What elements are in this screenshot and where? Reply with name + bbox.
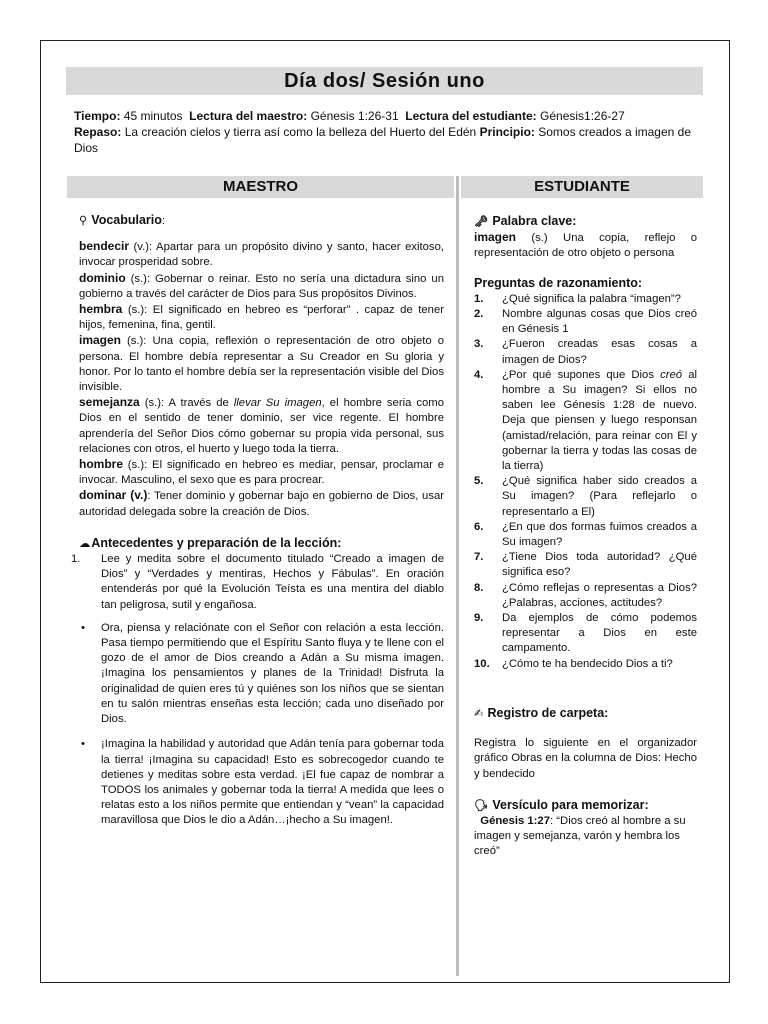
question-number: 10. bbox=[474, 657, 490, 670]
estudiante-column bbox=[474, 214, 697, 860]
question-text: Da ejemplos de cómo podemos representar a Dios en este campamento. bbox=[502, 612, 697, 655]
question-text-italic: creó bbox=[660, 368, 683, 381]
registro-heading bbox=[474, 706, 697, 722]
question-item bbox=[474, 292, 697, 307]
antecedentes-list bbox=[71, 552, 444, 613]
vocab-entry bbox=[79, 271, 444, 302]
registro-title: Registro de carpeta: bbox=[487, 705, 609, 720]
antecedentes-heading bbox=[79, 536, 444, 552]
vocab-entry bbox=[79, 488, 444, 519]
question-number: 1. bbox=[474, 292, 484, 305]
vocab-entry bbox=[79, 395, 444, 457]
registro-text: Registra lo siguiente en el organizador gráfico Obras en la columna de Dios: Hecho y bendecido bbox=[474, 737, 697, 780]
versiculo-title: Versículo para memorizar: bbox=[492, 797, 649, 812]
bullet-text: ¡Imagina la habilidad y autoridad que Adán tenía para gobernar toda la tierra! ¡Imagina su capacidad! Esto es sobrecogedor cuando te detienes y meditas sobre esta verdad. ¡El fue capaz de nombrar a TODOS los animales y gobernar toda la tierra! A medida que lees o relatas esto a los niños permite que entiendan y “vean” la capacidad maravillosa que Dios le dio a Adán…¡hecho a Su imagen!. bbox=[101, 738, 444, 827]
repaso-label: Repaso: bbox=[74, 125, 122, 139]
vocab-colon: : bbox=[161, 215, 166, 227]
versiculo-ref: Génesis 1:27 bbox=[480, 814, 550, 827]
question-number: 3. bbox=[474, 338, 484, 351]
list-number: 1. bbox=[71, 553, 81, 566]
vocab-pos: (s.): bbox=[123, 459, 153, 472]
vocab-pos: (v.): bbox=[129, 241, 157, 254]
vocab-entry bbox=[79, 239, 444, 270]
question-item bbox=[474, 657, 697, 672]
palabra-clave-heading bbox=[474, 214, 697, 230]
vocab-entry bbox=[79, 457, 444, 488]
question-item bbox=[474, 368, 697, 474]
vocab-pos: (s.): bbox=[122, 304, 153, 317]
bullet-text: Ora, piensa y relaciónate con el Señor con relación a esta lección. Pasa tiempo permitiendo que el Espíritu Santo fluya y te llene con el gozo de el amor de Dios creando a Adán a Su misma imagen. ¡Imagina los pensamientos y planes de la Trinidad! Disfruta la originalidad de quien eres tú y quiénes son los niños que se sientan en tu salón mientras enseñas esta lección; cada uno diseñado por Dios. bbox=[101, 621, 444, 726]
column-divider bbox=[456, 176, 459, 976]
palabra-clave-definition bbox=[474, 230, 697, 261]
question-number: 4. bbox=[474, 368, 484, 381]
vocab-term: dominar (v.) bbox=[79, 488, 148, 503]
principio-value: Somos creados a imagen de Dios bbox=[74, 125, 692, 155]
question-item bbox=[474, 611, 697, 657]
vocab-term: imagen bbox=[79, 333, 122, 348]
vocab-definition: Tener dominio y gobernar bajo en gobierno de Dios, usar autoridad delegada sobre la creación de Dios. bbox=[79, 490, 445, 518]
vocab-definition: Apartar para un propósito divino y santo, hacer exitoso, invocar prosperidad sobre. bbox=[79, 241, 445, 269]
bullet-item bbox=[79, 621, 444, 727]
speaking-head-icon: 🗣 bbox=[474, 799, 489, 812]
vocab-term: hembra bbox=[79, 302, 123, 317]
question-text: ¿Cómo te ha bendecido Dios a ti? bbox=[502, 657, 673, 670]
key-icon: 🗝 bbox=[474, 216, 489, 228]
vocab-definition-italic: llevar Su imagen bbox=[233, 397, 322, 410]
vocab-entry bbox=[79, 333, 444, 395]
scroll-icon: ☁ bbox=[79, 537, 91, 550]
lectura-maestro-label: Lectura del maestro: bbox=[189, 109, 308, 123]
question-number: 8. bbox=[474, 581, 484, 594]
clave-definition: Una copia, reflejo o representación de otro objeto o persona bbox=[474, 232, 697, 260]
column-header-estudiante: ESTUDIANTE bbox=[461, 176, 703, 198]
column-header-maestro: MAESTRO bbox=[67, 176, 454, 198]
vocab-definition: El significado en hebreo es “perforar” . capaz de tener hijos, femenina, fina, gentil. bbox=[79, 304, 444, 332]
question-text: ¿Cómo reflejas o representas a Dios? ¿Palabras, acciones, actitudes? bbox=[502, 581, 697, 609]
preguntas-title: Preguntas de razonamiento: bbox=[474, 275, 643, 290]
writing-hand-icon: ✍ bbox=[474, 707, 484, 720]
lectura-maestro-value: Génesis 1:26-31 bbox=[310, 109, 399, 123]
question-item bbox=[474, 307, 697, 337]
vocab-term: dominio bbox=[79, 270, 126, 285]
bullet-dot: • bbox=[81, 738, 85, 751]
vocab-definition-pre: A través de bbox=[168, 397, 234, 410]
vocab-pos: (s.): bbox=[139, 397, 169, 410]
principio-label: Principio: bbox=[479, 125, 535, 139]
question-item bbox=[474, 337, 697, 367]
vocab-definition: El significado en hebreo es mediar, pensar, proclamar e invocar. Masculino, el sexo que es para procrear. bbox=[79, 459, 444, 487]
question-text: Nombre algunas cosas que Dios creó en Génesis 1 bbox=[502, 308, 697, 336]
tiempo-value: 45 minutos bbox=[123, 109, 183, 123]
palabra-clave-title: Palabra clave: bbox=[492, 214, 577, 228]
vocab-pos: : bbox=[147, 490, 154, 503]
question-text: ¿Tiene Dios toda autoridad? ¿Qué significa eso? bbox=[502, 551, 697, 579]
antecedentes-bullets bbox=[79, 621, 444, 829]
preguntas-list bbox=[474, 292, 697, 672]
lesson-meta bbox=[74, 108, 699, 156]
key-icon: ⚲ bbox=[79, 215, 88, 227]
vocab-pos: (s.): bbox=[125, 272, 156, 285]
bullet-item bbox=[79, 737, 444, 828]
question-text-pre: ¿Por qué supones que Dios bbox=[502, 368, 661, 381]
clave-pos: (s.) bbox=[516, 232, 564, 245]
lectura-estudiante-label: Lectura del estudiante: bbox=[405, 109, 537, 123]
vocab-term: hombre bbox=[79, 457, 124, 472]
list-item bbox=[71, 552, 444, 613]
list-text: Lee y medita sobre el documento titulado “Creado a imagen de Dios” y “Verdades y mentiras, Hechos y Fábulas”. En oración entenderás por qué la Evolución Teísta es una mentira del diablo tan peligrosa, sutil y engañosa. bbox=[101, 553, 444, 611]
question-number: 9. bbox=[474, 612, 484, 625]
vocab-term: semejanza bbox=[79, 395, 140, 410]
question-text-post: al hombre a Su imagen? Si ellos no saben lee Génesis 1:28 de nuevo. Deja que piensen y luego responsan (amistad/relación, para reinar con El y gobernar la tierra y todas las cosas de la tierra) bbox=[502, 368, 697, 473]
vocab-term: bendecir bbox=[79, 239, 130, 254]
question-number: 5. bbox=[474, 475, 484, 488]
versiculo-heading bbox=[474, 798, 697, 814]
versiculo-text-block bbox=[474, 814, 697, 860]
vocab-definition: Una copia, reflexión o representación de otro objeto o persona. El hombre debía representar a Su Creador en Su gloria y honor. Por lo tanto el hombre debía ser la representación visible del Dios invisible. bbox=[79, 335, 444, 394]
versiculo-text: : “Dios creó al hombre a su imagen y semejanza, varón y hembra los creó” bbox=[474, 814, 686, 858]
question-number: 6. bbox=[474, 520, 484, 533]
question-item bbox=[474, 550, 697, 580]
vocab-heading bbox=[79, 213, 444, 229]
question-item bbox=[474, 474, 697, 520]
preguntas-heading bbox=[474, 276, 697, 292]
vocab-definition: Gobernar o reinar. Esto no sería una dictadura sino un gobierno a través del carácter de Dios para Sus propósitos Divinos. bbox=[79, 272, 444, 300]
question-item bbox=[474, 520, 697, 550]
question-item bbox=[474, 581, 697, 611]
vocab-entry bbox=[79, 302, 444, 333]
clave-term: imagen bbox=[474, 230, 517, 245]
vocab-definition-post: , el hombre seria como Dios en el sentido de tener dominio, ser vice regente. El hombre aprendería del Señor Dios cómo gobernar su propia vida personal, sus relaciones con otros, el huerto y luego toda la tierra. bbox=[79, 397, 444, 455]
vocab-pos: (s.): bbox=[121, 335, 153, 348]
vocab-title: Vocabulario bbox=[91, 213, 162, 227]
lectura-estudiante-value: Génesis1:26-27 bbox=[540, 109, 625, 123]
antecedentes-title: Antecedentes y preparación de la lección: bbox=[91, 535, 342, 550]
question-number: 2. bbox=[474, 308, 484, 321]
question-text: ¿Qué significa la palabra “imagen”? bbox=[502, 292, 681, 305]
bullet-dot: • bbox=[81, 621, 85, 634]
page-title: Día dos/ Sesión uno bbox=[66, 67, 703, 95]
tiempo-label: Tiempo: bbox=[74, 109, 121, 123]
question-text: ¿En que dos formas fuimos creados a Su imagen? bbox=[502, 520, 697, 549]
maestro-column bbox=[71, 213, 445, 829]
question-text: ¿Qué significa haber sido creados a Su imagen? (Para reflejarlo o representarlo a El) bbox=[502, 475, 697, 518]
repaso-value: La creación cielos y tierra así como la belleza del Huerto del Edén bbox=[124, 125, 477, 139]
question-number: 7. bbox=[474, 551, 484, 564]
question-text: ¿Fueron creadas esas cosas a imagen de Dios? bbox=[502, 338, 697, 366]
